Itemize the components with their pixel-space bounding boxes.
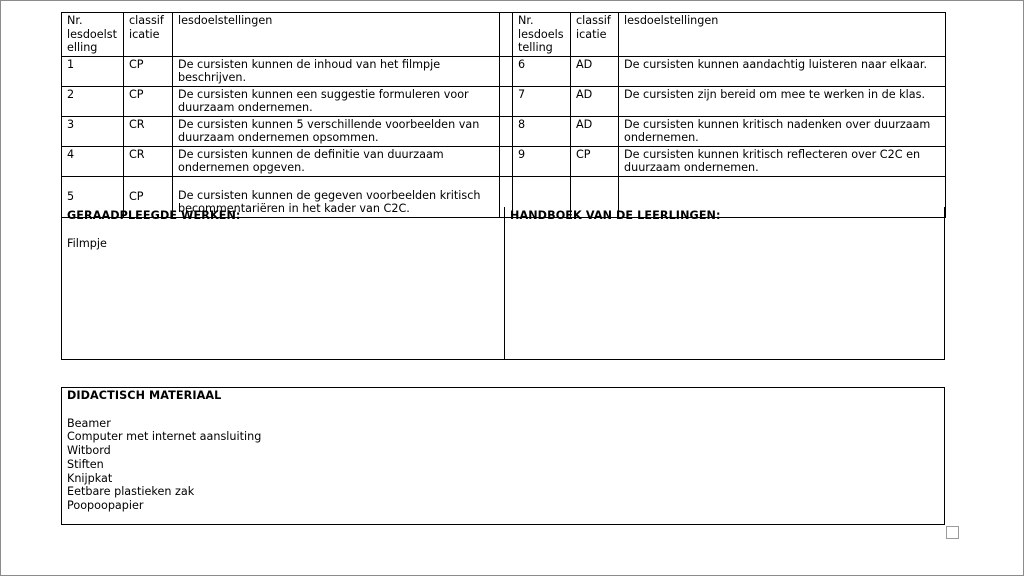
objective-text: De cursisten kunnen 5 verschillende voorbeelden van duurzaam ondernemen opsommen. — [173, 116, 500, 146]
objective-class: CP — [124, 56, 173, 86]
consulted-works-cell — [62, 207, 505, 359]
header-nr-left: Nr. lesdoelst elling — [62, 13, 124, 57]
column-separator — [500, 116, 513, 146]
objective-class: CR — [124, 146, 173, 176]
table-header-row — [62, 13, 946, 57]
table-row — [62, 116, 946, 146]
list-item: Stiften — [67, 457, 104, 471]
table-resize-handle[interactable] — [946, 526, 959, 539]
student-handbook-heading: HANDBOEK VAN DE LEERLINGEN: — [510, 209, 721, 222]
objective-nr: 6 — [513, 56, 571, 86]
objective-text: De cursisten kunnen de definitie van duurzaam ondernemen opgeven. — [173, 146, 500, 176]
table-row — [62, 86, 946, 116]
consulted-works-heading: GERAADPLEEGDE WERKEN: — [67, 209, 241, 222]
list-item: Poopoopapier — [67, 498, 144, 512]
objective-nr: 3 — [62, 116, 124, 146]
didactic-material-list — [67, 417, 939, 513]
objective-nr: 7 — [513, 86, 571, 116]
column-separator — [500, 86, 513, 116]
list-item: Knijpkat — [67, 471, 113, 485]
objective-nr: 4 — [62, 146, 124, 176]
objective-text: De cursisten zijn bereid om mee te werken in de klas. — [619, 86, 946, 116]
objective-text: De cursisten kunnen kritisch reflecteren over C2C en duurzaam ondernemen. — [619, 146, 946, 176]
header-classification-right: classif icatie — [571, 13, 619, 57]
header-objectives-right: lesdoelstellingen — [619, 13, 946, 57]
objective-text: De cursisten kunnen de gegeven voorbeelden kritisch becommentariëren in het kader van C2C. — [173, 176, 500, 217]
objective-nr: 9 — [513, 146, 571, 176]
objective-nr: 1 — [62, 56, 124, 86]
objective-text: De cursisten kunnen kritisch nadenken over duurzaam ondernemen. — [619, 116, 946, 146]
objective-class: AD — [571, 116, 619, 146]
objective-nr: 8 — [513, 116, 571, 146]
objective-class: AD — [571, 86, 619, 116]
objective-class: AD — [571, 56, 619, 86]
objective-text: De cursisten kunnen aandachtig luisteren naar elkaar. — [619, 56, 946, 86]
didactic-material-heading: DIDACTISCH MATERIAAL — [67, 389, 222, 402]
objective-class: CP — [571, 146, 619, 176]
objective-nr: 5 — [62, 176, 124, 217]
references-section — [61, 207, 945, 360]
objective-class: CP — [124, 86, 173, 116]
list-item: Filmpje — [67, 236, 107, 250]
table-row — [62, 146, 946, 176]
column-separator — [500, 146, 513, 176]
student-handbook-cell — [505, 207, 944, 359]
column-separator — [500, 56, 513, 86]
header-classification-left: classif icatie — [124, 13, 173, 57]
header-nr-right: Nr. lesdoels telling — [513, 13, 571, 57]
list-item: Computer met internet aansluiting — [67, 430, 262, 444]
objective-text: De cursisten kunnen de inhoud van het filmpje beschrijven. — [173, 56, 500, 86]
objective-class: CR — [124, 116, 173, 146]
list-item: Witbord — [67, 444, 111, 458]
objective-class: CP — [124, 176, 173, 217]
objectives-table — [61, 12, 946, 218]
objective-nr: 2 — [62, 86, 124, 116]
objective-text: De cursisten kunnen een suggestie formuleren voor duurzaam ondernemen. — [173, 86, 500, 116]
table-row — [62, 56, 946, 86]
column-separator — [500, 13, 513, 57]
didactic-material-box — [61, 387, 945, 525]
header-objectives-left: lesdoelstellingen — [173, 13, 500, 57]
list-item: Eetbare plastieken zak — [67, 485, 195, 499]
list-item: Beamer — [67, 416, 111, 430]
